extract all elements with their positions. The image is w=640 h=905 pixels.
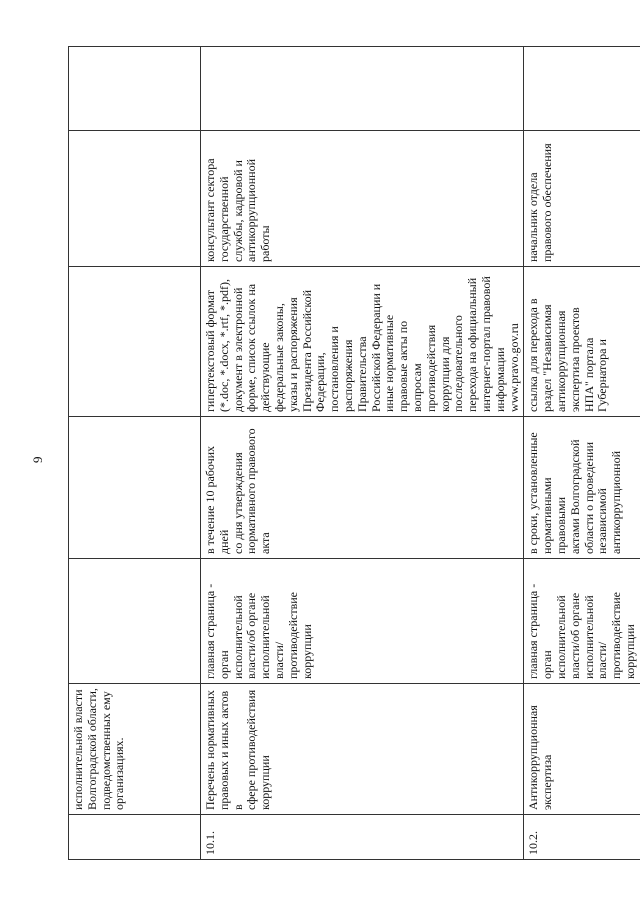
table-row bbox=[69, 47, 201, 860]
cell-deadline: в сроки, установленные нормативными правовыми актами Волгоградской области о проведении независимой антикоррупционной bbox=[524, 417, 640, 559]
cell-deadline: в течение 10 рабочих дней со дня утверждения нормативного правового акта bbox=[201, 417, 524, 559]
cell-responsible: начальник отдела правового обеспечения bbox=[524, 131, 640, 267]
cell-location: главная страница - орган исполнительной власти/об органе исполнительной власти/противодействие коррупции bbox=[524, 559, 640, 684]
page-number: 9 bbox=[30, 456, 45, 463]
cell-num: 10.2. bbox=[524, 815, 640, 860]
cell-location: главная страница - орган исполнительной власти/об органе исполнительной власти/противодействие коррупции bbox=[201, 559, 524, 684]
cell-location bbox=[69, 559, 201, 684]
cell-name: исполнительной власти Волгоградской области, подведомственных ему организациях. bbox=[69, 684, 201, 815]
cell-format bbox=[69, 267, 201, 417]
cell-extra bbox=[69, 47, 201, 131]
measures-table bbox=[68, 46, 640, 860]
cell-responsible: консультант сектора государственной службы, кадровой и антикоррупционной работы bbox=[201, 131, 524, 267]
cell-name: Антикоррупционная экспертиза bbox=[524, 684, 640, 815]
cell-num: 10.1. bbox=[201, 815, 524, 860]
cell-name: Перечень нормативных правовых и иных актов в сфере противодействия коррупции bbox=[201, 684, 524, 815]
cell-format: гипертекстовый формат (*.doc, *.docx, *.rtf, *.pdf), документ в электронной форме, список ссылок на действующие федеральные законы, указы и распоряжения Президента Российской Федерации, постановления и распоряжения Правительства Российской Федерации и иные нормативные правовые акты по вопросам противодействия коррупции для последовательного перехода на официальный интернет-портал правовой информации www.pravo.gov.ru bbox=[201, 267, 524, 417]
table-row bbox=[201, 47, 524, 860]
cell-responsible bbox=[69, 131, 201, 267]
cell-deadline bbox=[69, 417, 201, 559]
cell-format: ссылка для перехода в раздел "Независимая антикоррупционная экспертиза проектов НПА" портала Губернатора и bbox=[524, 267, 640, 417]
cell-num bbox=[69, 815, 201, 860]
cell-extra bbox=[201, 47, 524, 131]
table-row bbox=[524, 47, 640, 860]
cell-extra bbox=[524, 47, 640, 131]
